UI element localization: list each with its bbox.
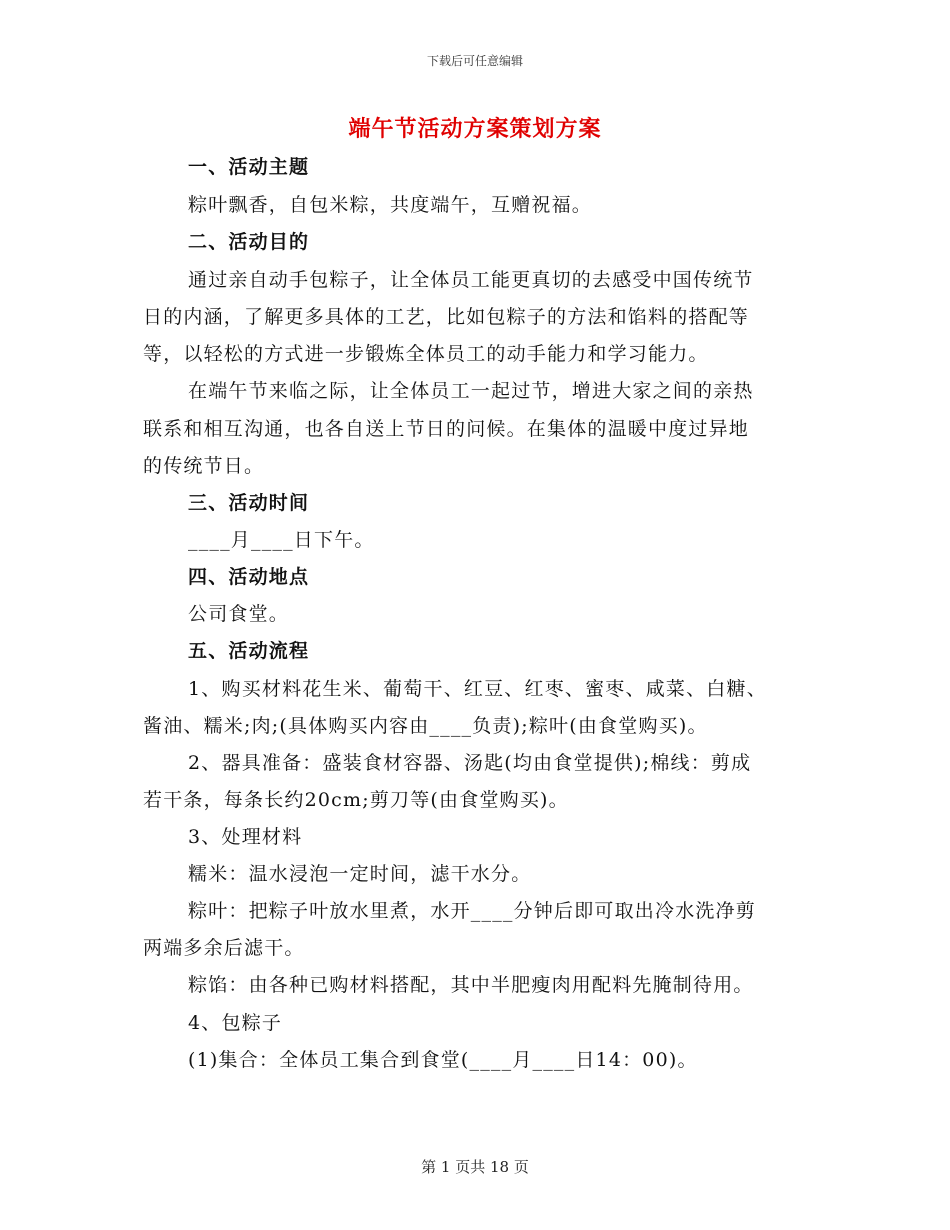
page-footer: 第 1 页共 18 页 xyxy=(421,1158,529,1176)
page-header: 下载后可任意编辑 xyxy=(426,54,523,68)
section-heading-location: 四、活动地点 xyxy=(188,566,310,588)
paragraph-purpose-line: 通过亲自动手包粽子，让全体员工能更真切的去感受中国传统节 xyxy=(188,269,754,291)
document-title: 端午节活动方案策划方案 xyxy=(348,116,602,142)
paragraph-purpose-line: 联系和相互沟通，也各自送上节日的问候。在集体的温暖中度过异地 xyxy=(143,418,750,440)
paragraph-purpose-line: 的传统节日。 xyxy=(143,455,265,477)
process-item-line: 糯米：温水浸泡一定时间，滤干水分。 xyxy=(188,863,532,885)
process-item-line: 1、购买材料花生米、葡萄干、红豆、红枣、蜜枣、咸菜、白糖、 xyxy=(188,678,767,700)
paragraph-purpose-line: 日的内涵，了解更多具体的工艺，比如包粽子的方法和馅料的搭配等 xyxy=(143,306,750,328)
process-item-line: 粽馅：由各种已购材料搭配，其中半肥瘦肉用配料先腌制待用。 xyxy=(188,974,754,996)
section-heading-purpose: 二、活动目的 xyxy=(188,231,310,253)
section-heading-theme: 一、活动主题 xyxy=(188,156,310,178)
process-item-line: 3、处理材料 xyxy=(188,826,303,848)
section-heading-time: 三、活动时间 xyxy=(188,492,310,514)
paragraph-purpose-line: 在端午节来临之际，让全体员工一起过节，增进大家之间的亲热 xyxy=(188,380,754,402)
paragraph-purpose-line: 等，以轻松的方式进一步锻炼全体员工的动手能力和学习能力。 xyxy=(143,343,709,365)
paragraph-location: 公司食堂。 xyxy=(188,603,290,625)
section-heading-process: 五、活动流程 xyxy=(188,640,310,662)
process-item-line: 粽叶：把粽子叶放水里煮，水开____分钟后即可取出冷水洗净剪 xyxy=(188,900,757,922)
paragraph-theme: 粽叶飘香，自包米粽，共度端午，互赠祝福。 xyxy=(188,194,593,216)
process-item-line: (1)集合：全体员工集合到食堂(____月____日14：00)。 xyxy=(188,1049,698,1071)
process-item-line: 若干条，每条长约20cm;剪刀等(由食堂购买)。 xyxy=(143,789,569,811)
process-item-line: 4、包粽子 xyxy=(188,1012,283,1034)
process-item-line: 酱油、糯米;肉;(具体购买内容由____负责);粽叶(由食堂购买)。 xyxy=(143,715,708,737)
paragraph-time: ____月____日下午。 xyxy=(188,529,375,551)
process-item-line: 两端多余后滤干。 xyxy=(143,937,305,959)
process-item-line: 2、器具准备：盛装食材容器、汤匙(均由食堂提供);棉线：剪成 xyxy=(188,752,752,774)
